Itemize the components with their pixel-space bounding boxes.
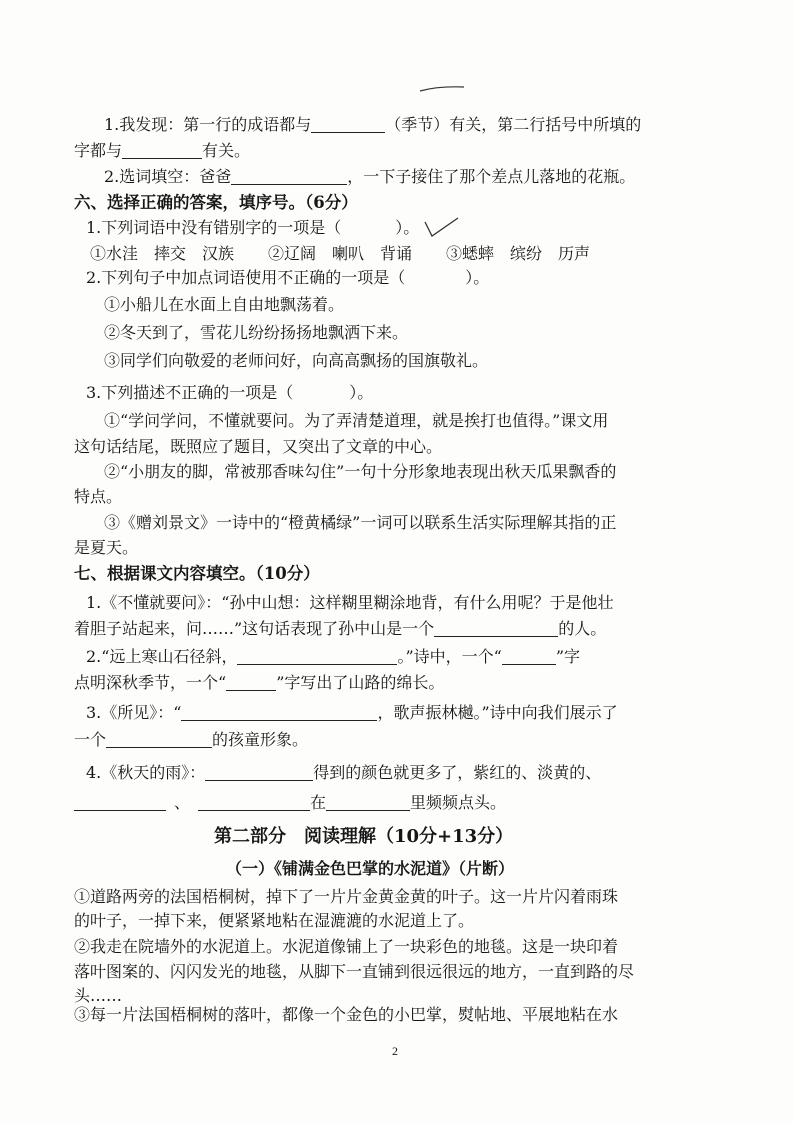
fill-4b: 、 在 里频频点头。	[74, 792, 506, 814]
passage-p1b: 的叶子，一掉下来，便紧紧地粘在湿漉漉的水泥道上了。	[74, 911, 475, 930]
passage-p2b: 落叶图案的、闪闪发光的地毯，从脚下一直铺到很远很远的地方，一直到路的尽	[74, 962, 635, 981]
answer-blank	[326, 794, 410, 811]
question-3-option-3b: 是夏天。	[74, 538, 139, 557]
question-1: 1.下列词语中没有错别字的一项是（ ）。	[86, 218, 420, 237]
answer-blank	[311, 116, 385, 133]
section-7-heading: 七、根据课文内容填空。（10分）	[74, 564, 320, 583]
answer-blank	[502, 648, 556, 665]
question-2-option-1: ①小船儿在水面上自由地飘荡着。	[104, 295, 345, 314]
question-2-option-2: ②冬天到了，雪花儿纷纷扬扬地飘洒下来。	[104, 323, 409, 342]
answer-blank	[434, 620, 558, 637]
passage-title: （一）《铺满金色巴掌的水泥道》（片断）	[226, 859, 515, 878]
check-mark	[422, 214, 462, 240]
passage-p3a: ③每一片法国梧桐树的落叶，都像一个金色的小巴掌，熨帖地、平展地粘在水	[74, 1005, 619, 1024]
question-2: 2.下列句子中加点词语使用不正确的一项是（ ）。	[86, 268, 490, 287]
question-2-option-3: ③同学们向敬爱的老师问好，向高高飘扬的国旗敬礼。	[104, 351, 489, 370]
question-1-options: ①水洼 摔交 汉族 ②辽阔 喇叭 背诵 ③蟋蟀 缤纷 历声	[90, 244, 591, 263]
question-3-option-2b: 特点。	[74, 487, 123, 506]
fill-4a: 4.《秋天的雨》： 得到的颜色就更多了，紫红的、淡黄的、	[86, 763, 602, 782]
part-2-heading: 第二部分 阅读理解（10分+13分）	[214, 826, 514, 847]
question-3-option-1a: ①“学问学问，不懂就要问。为了弄清楚道理，就是挨打也值得。”课文用	[104, 411, 609, 430]
passage-p2c: 头……	[74, 986, 123, 1005]
answer-blank	[226, 674, 276, 691]
answer-blank	[198, 794, 310, 811]
answer-blank	[237, 648, 397, 665]
fill-1a: 1.《不懂就要问》：“孙中山想：这样糊里糊涂地背，有什么用呢？于是他壮	[86, 593, 614, 612]
line-1: 1.我发现：第一行的成语都与 （季节）有关，第二行括号中所填的	[104, 115, 642, 134]
line-3: 2.选词填空：爸爸 ，一下子接住了那个差点儿落地的花瓶。	[104, 167, 636, 186]
passage-p1a: ①道路两旁的法国梧桐树，掉下了一片片金黄金黄的叶子。这一片片闪着雨珠	[74, 887, 619, 906]
question-3: 3.下列描述不正确的一项是（ ）。	[86, 383, 374, 402]
fill-3a: 3.《所见》：“ ，歌声振林樾。”诗中向我们展示了	[86, 703, 618, 722]
fill-2b: 点明深秋季节，一个“ ”字写出了山路的绵长。	[74, 673, 445, 692]
answer-blank	[205, 764, 313, 781]
line-2: 字都与 有关。	[74, 141, 251, 160]
page-number: 2	[392, 1044, 398, 1058]
question-3-option-2a: ②“小朋友的脚，常被那香味勾住”一句十分形象地表现出秋天瓜果飘香的	[104, 462, 617, 481]
answer-blank	[181, 704, 377, 721]
answer-blank	[74, 794, 166, 811]
answer-blank	[122, 142, 202, 159]
fill-1b: 着胆子站起来，问……”这句话表现了孙中山是一个 的人。	[74, 619, 607, 638]
answer-blank	[106, 731, 212, 748]
question-3-option-3a: ③《赠刘景文》一诗中的“橙黄橘绿”一词可以联系生活实际理解其指的正	[104, 513, 617, 532]
question-3-option-1b: 这句话结尾，既照应了题目，又突出了文章的中心。	[74, 437, 443, 456]
answer-blank	[231, 168, 347, 185]
passage-p2a: ②我走在院墙外的水泥道上。水泥道像铺上了一块彩色的地毯。这是一块印着	[74, 937, 619, 956]
section-6-heading: 六、选择正确的答案，填序号。（6分）	[74, 193, 358, 212]
fill-3b: 一个 的孩童形象。	[74, 730, 309, 749]
pen-mark	[418, 84, 468, 94]
fill-2a: 2.“远上寒山石径斜， 。”诗中，一个“ ”字	[86, 647, 581, 666]
